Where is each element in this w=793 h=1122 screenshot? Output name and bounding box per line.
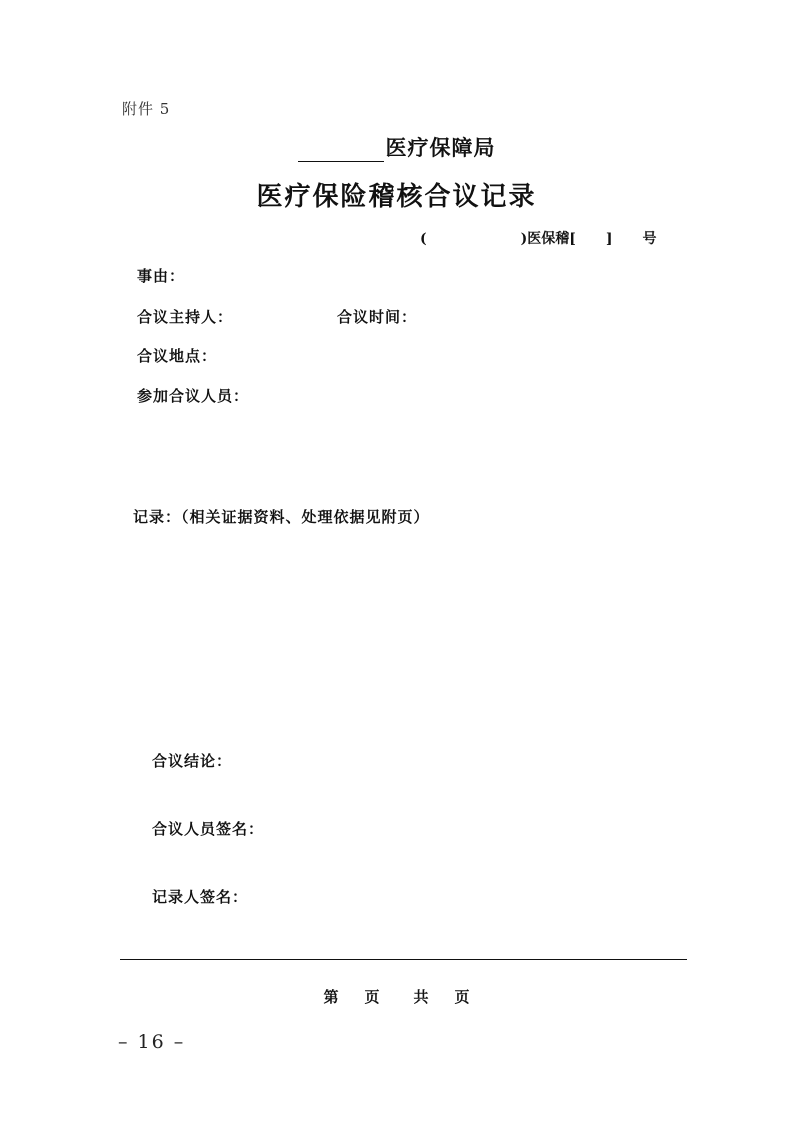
bureau-name-blank (298, 139, 384, 162)
conclusion-label: 合议结论： (152, 752, 233, 770)
page-count (0, 986, 793, 1007)
attachment-label: 附件 5 (122, 100, 171, 118)
record-label: 记录：（相关证据资料、处理依据见附页） (133, 508, 430, 526)
host-label: 合议主持人： (137, 308, 234, 326)
bureau-suffix: 医疗保障局 (385, 135, 496, 160)
doc-number-suffix: 号 (642, 231, 657, 247)
document-title: 医疗保险稽核合议记录 (256, 182, 537, 212)
recorder-signature-label: 记录人签名： (152, 888, 249, 906)
total-word: 共 (413, 988, 429, 1006)
attendees-label: 参加合议人员： (137, 387, 250, 405)
member-signature-label: 合议人员签名： (152, 820, 265, 838)
cause-label: 事由： (137, 267, 186, 285)
footer-divider (120, 959, 687, 960)
page-unit: 页 (364, 988, 380, 1006)
doc-number-prefix: )医保稽[ (520, 231, 576, 247)
bureau-heading (0, 132, 793, 162)
meeting-time-label: 合议时间： (337, 308, 418, 326)
doc-number-open-paren: ( (420, 231, 427, 247)
document-number (420, 228, 657, 248)
doc-number-close-bracket: ] (605, 231, 613, 247)
page-word: 第 (323, 988, 339, 1006)
meeting-place-label: 合议地点： (137, 347, 218, 365)
total-unit: 页 (454, 988, 470, 1006)
page-number: – 16 – (118, 1031, 186, 1053)
